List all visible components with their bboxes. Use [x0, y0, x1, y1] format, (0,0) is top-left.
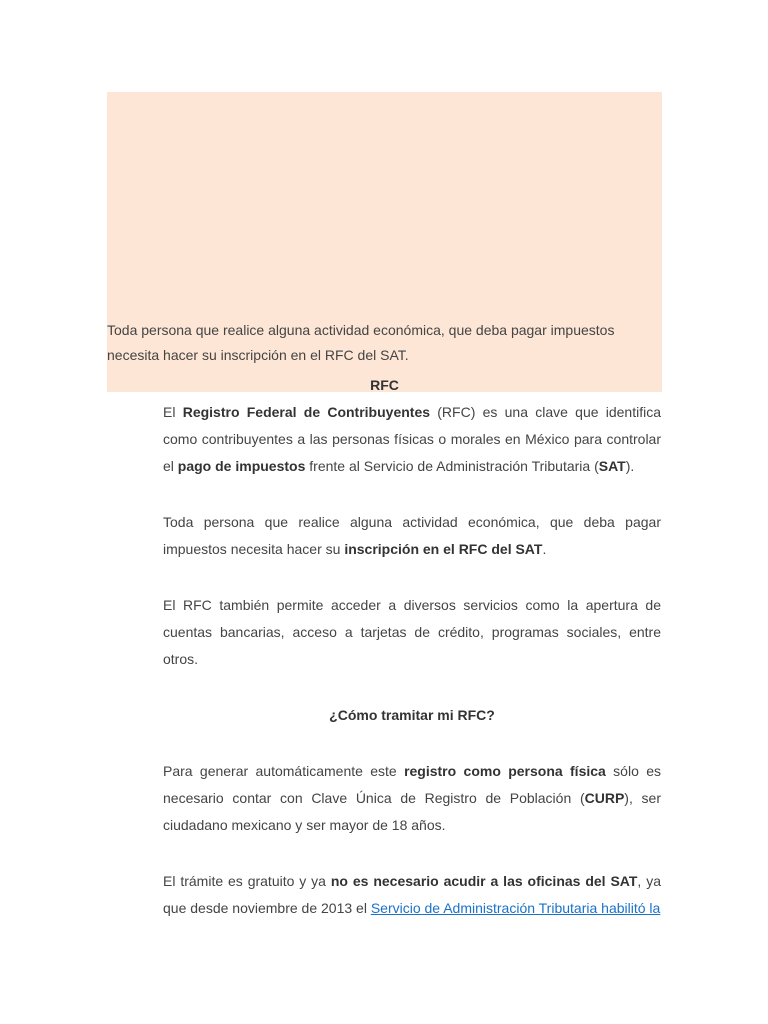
article-body	[163, 399, 661, 951]
paragraph-inscripcion: Toda persona que realice alguna actividad económica, que deba pagar impuestos necesita hacer su inscripción en el RFC del SAT.	[163, 514, 661, 557]
paragraph-tramite: El trámite es gratuito y ya no es necesario acudir a las oficinas del SAT, ya que desde noviembre de 2013 el Servicio de Administración Tributaria habilitó la	[163, 873, 661, 916]
banner-text: Toda persona que realice alguna actividad económica, que deba pagar impuestos necesita hacer su inscripción en el RFC del SAT.	[107, 322, 615, 363]
paragraph-servicios: El RFC también permite acceder a diversos servicios como la apertura de cuentas bancarias, acceso a tarjetas de crédito, programas sociales, entre otros.	[163, 597, 661, 667]
sat-link[interactable]: Servicio de Administración Tributaria habilitó la	[370, 900, 661, 916]
paragraph-rfc-definition: El Registro Federal de Contribuyentes (RFC) es una clave que identifica como contribuyentes a las personas físicas o morales en México para controlar el pago de impuestos frente al Servicio de Administración Tributaria (SAT).	[163, 404, 662, 474]
paragraph-requisitos: Para generar automáticamente este registro como persona física sólo es necesario contar con Clave Única de Registro de Población (CURP), ser ciudadano mexicano y ser mayor de 18 años.	[163, 763, 661, 833]
section-heading: ¿Cómo tramitar mi RFC?	[329, 707, 495, 723]
banner-title: RFC	[370, 377, 399, 393]
